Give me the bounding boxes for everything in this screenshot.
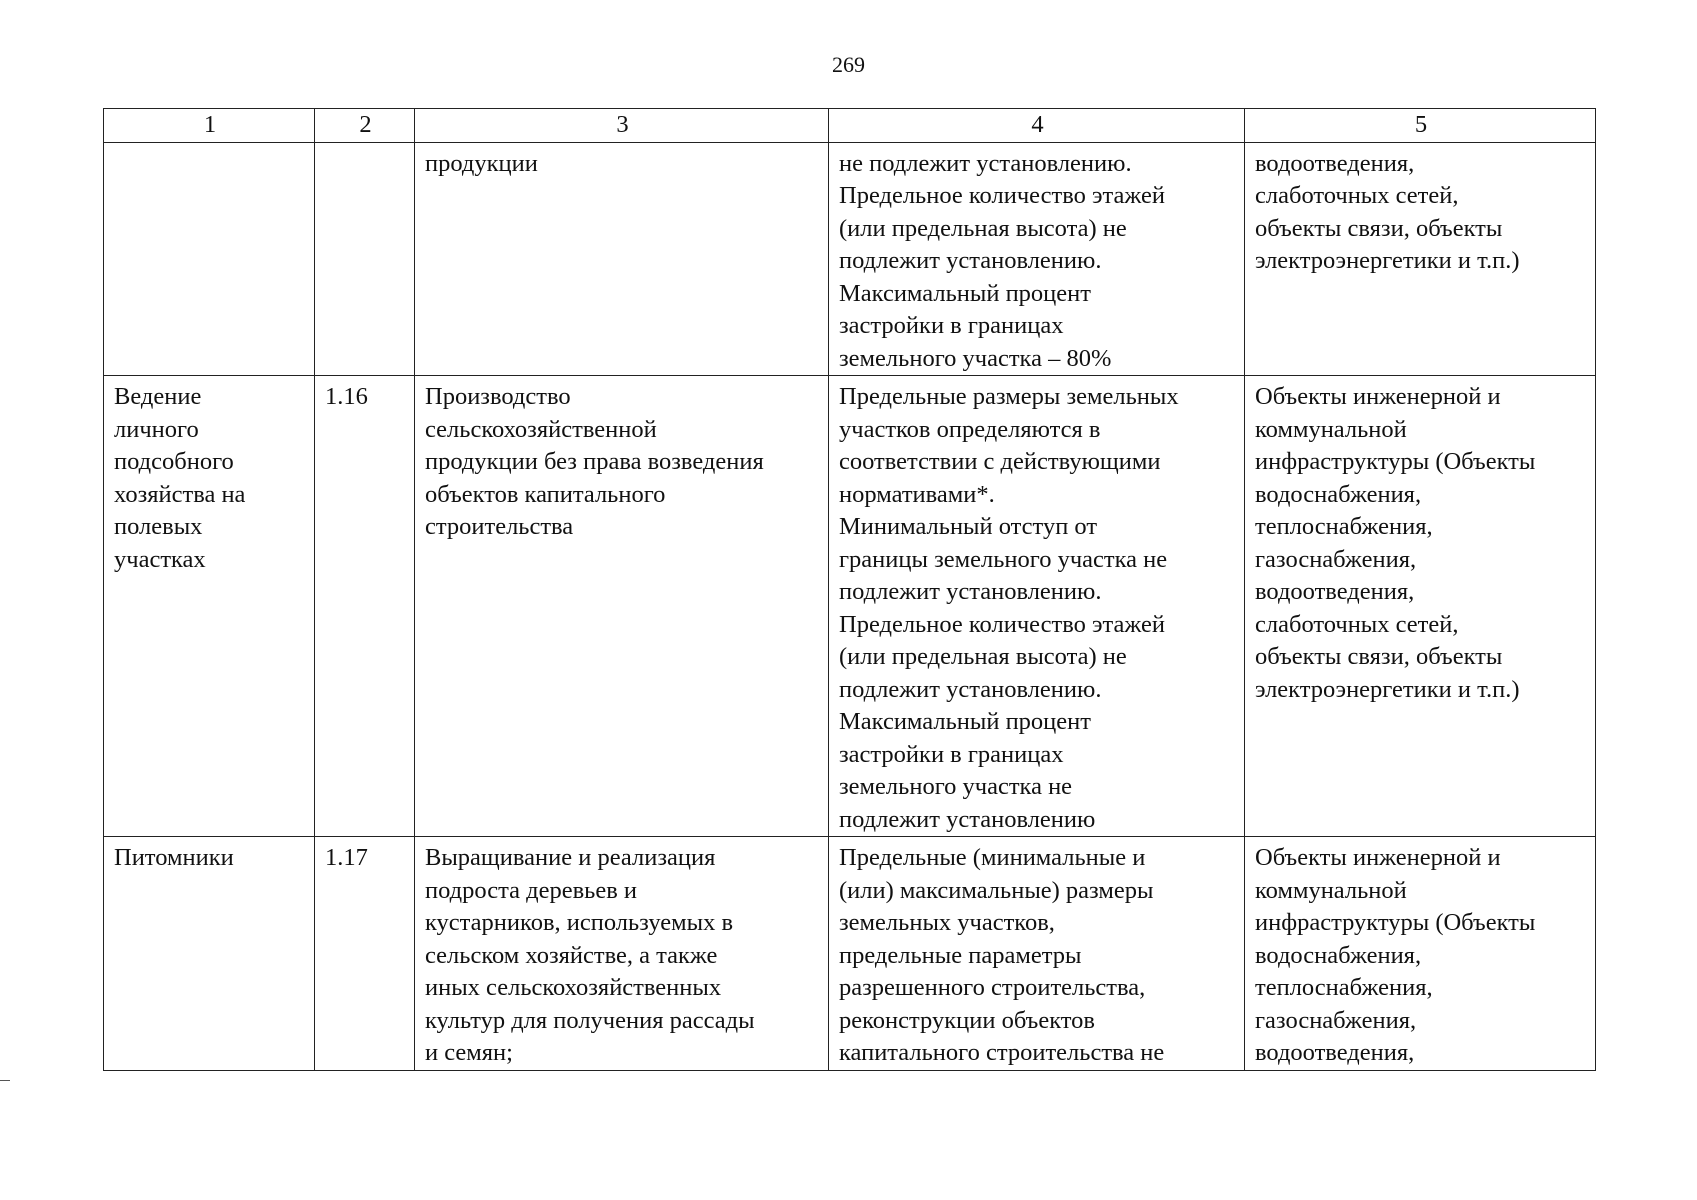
table-row	[104, 142, 1596, 376]
table-row	[104, 837, 1596, 1071]
cell-limit-parameters: Предельные (минимальные и (или) максимальные) размеры земельных участков, предельные параметры разрешенного строительства, реконструкции объектов капитального строительства не	[829, 837, 1245, 1071]
page-number: 269	[832, 52, 865, 77]
cell-use-name: Ведение личного подсобного хозяйства на полевых участках	[104, 376, 315, 837]
cell-auxiliary-objects: Объекты инженерной и коммунальной инфраструктуры (Объекты водоснабжения, теплоснабжения, газоснабжения, водоотведения,	[1245, 837, 1596, 1071]
table-row	[104, 376, 1596, 837]
column-header-1: 1	[104, 109, 315, 143]
cell-use-name: Питомники	[104, 837, 315, 1071]
cell-code: 1.17	[315, 837, 415, 1071]
cell-auxiliary-objects: Объекты инженерной и коммунальной инфраструктуры (Объекты водоснабжения, теплоснабжения, газоснабжения, водоотведения, слаботочных сетей, объекты связи, объекты электроэнергетики и т.п.)	[1245, 376, 1596, 837]
cell-auxiliary-objects: водоотведения, слаботочных сетей, объекты связи, объекты электроэнергетики и т.п.)	[1245, 142, 1596, 376]
cell-use-description: Производство сельскохозяйственной продукции без права возведения объектов капитального строительства	[415, 376, 829, 837]
cell-limit-parameters: не подлежит установлению. Предельное количество этажей (или предельная высота) не подлежит установлению. Максимальный процент застройки в границах земельного участка – 80%	[829, 142, 1245, 376]
cell-use-description: продукции	[415, 142, 829, 376]
cell-use-description: Выращивание и реализация подроста деревьев и кустарников, используемых в сельском хозяйстве, а также иных сельскохозяйственных культур для получения рассады и семян;	[415, 837, 829, 1071]
column-header-2: 2	[315, 109, 415, 143]
cell-code	[315, 142, 415, 376]
column-header-5: 5	[1245, 109, 1596, 143]
cell-use-name	[104, 142, 315, 376]
cell-limit-parameters: Предельные размеры земельных участков определяются в соответствии с действующими нормативами*. Минимальный отступ от границы земельного участка не подлежит установлению. Предельное количество этажей (или предельная высота) не подлежит установлению. Максимальный процент застройки в границах земельного участка не подлежит установлению	[829, 376, 1245, 837]
zoning-table	[103, 108, 1596, 1071]
column-header-4: 4	[829, 109, 1245, 143]
table-header-row	[104, 109, 1596, 143]
column-header-3: 3	[415, 109, 829, 143]
cell-code: 1.16	[315, 376, 415, 837]
scan-edge-mark	[0, 1080, 10, 1081]
